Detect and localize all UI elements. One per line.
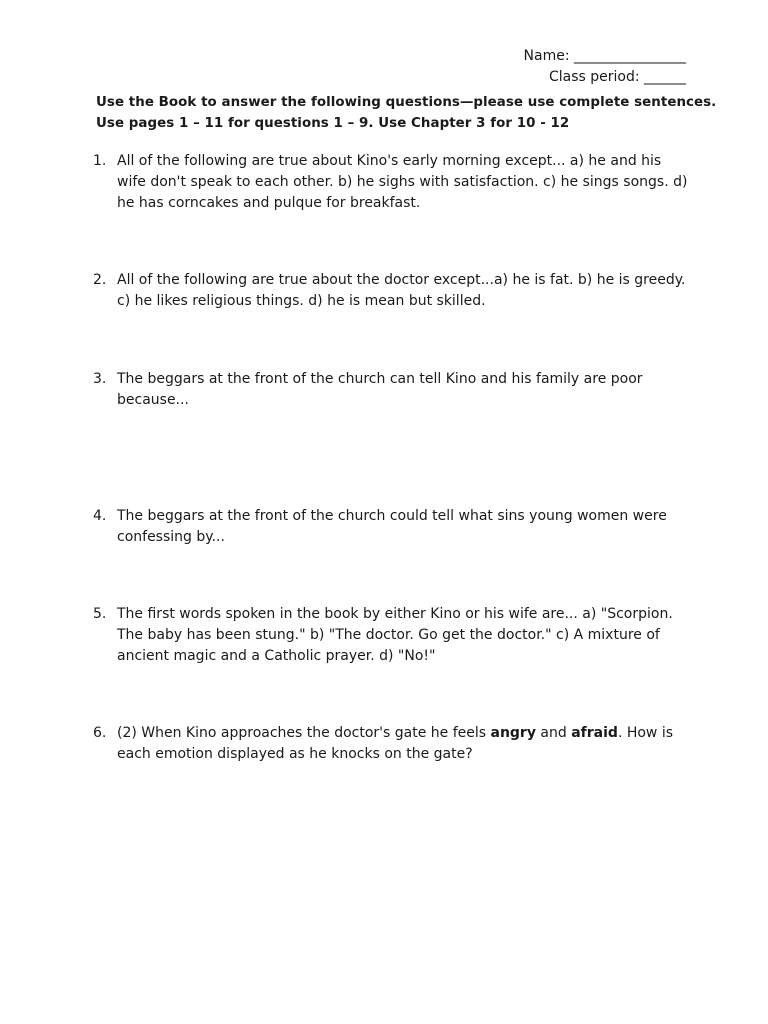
question-text: All of the following are true about the doctor except...a) he is fat. b) he is greedy. c) he likes religious things. d) he is mean but skilled. bbox=[117, 272, 686, 309]
question-number: 6. bbox=[93, 725, 107, 741]
class-period-field-label: Class period: ______ bbox=[548, 69, 686, 85]
question-number: 3. bbox=[93, 371, 107, 387]
question-text-part: (2) When Kino approaches the doctor's gate he feels bbox=[117, 725, 491, 741]
question-text: The beggars at the front of the church could tell what sins young women were confessing by... bbox=[117, 508, 667, 545]
question-number: 1. bbox=[93, 153, 107, 169]
question-number: 4. bbox=[93, 508, 107, 524]
question-2 bbox=[93, 270, 693, 312]
question-text: The first words spoken in the book by either Kino or his wife are... a) "Scorpion. The baby has been stung." b) "The doctor. Go get the doctor." c) A mixture of ancient magic and a Catholic prayer. d) "No!" bbox=[117, 606, 673, 664]
question-text: The beggars at the front of the church can tell Kino and his family are poor because... bbox=[117, 371, 643, 408]
question-number: 5. bbox=[93, 606, 107, 622]
question-6 bbox=[93, 723, 693, 765]
instructions-line-2: Use pages 1 – 11 for questions 1 – 9. Use Chapter 3 for 10 - 12 bbox=[96, 116, 570, 131]
question-text-part: . How is each emotion displayed as he knocks on the gate? bbox=[117, 725, 674, 762]
question-5 bbox=[93, 604, 693, 667]
question-text bbox=[117, 723, 693, 765]
question-number: 2. bbox=[93, 272, 107, 288]
question-text: All of the following are true about Kino's early morning except... a) he and his wife don't speak to each other. b) he sighs with satisfaction. c) he sings songs. d) he has corncakes and pulque for breakfast. bbox=[117, 153, 688, 211]
instructions bbox=[96, 92, 716, 134]
question-1 bbox=[93, 151, 693, 214]
instructions-line-1: Use the Book to answer the following questions—please use complete sentences. bbox=[96, 95, 717, 110]
name-field-label: Name: ________________ bbox=[523, 48, 686, 64]
emphasis-afraid: afraid bbox=[571, 725, 618, 741]
emphasis-angry: angry bbox=[490, 725, 536, 741]
question-text-part: and bbox=[535, 725, 572, 741]
question-4 bbox=[93, 506, 693, 548]
question-3 bbox=[93, 369, 693, 411]
